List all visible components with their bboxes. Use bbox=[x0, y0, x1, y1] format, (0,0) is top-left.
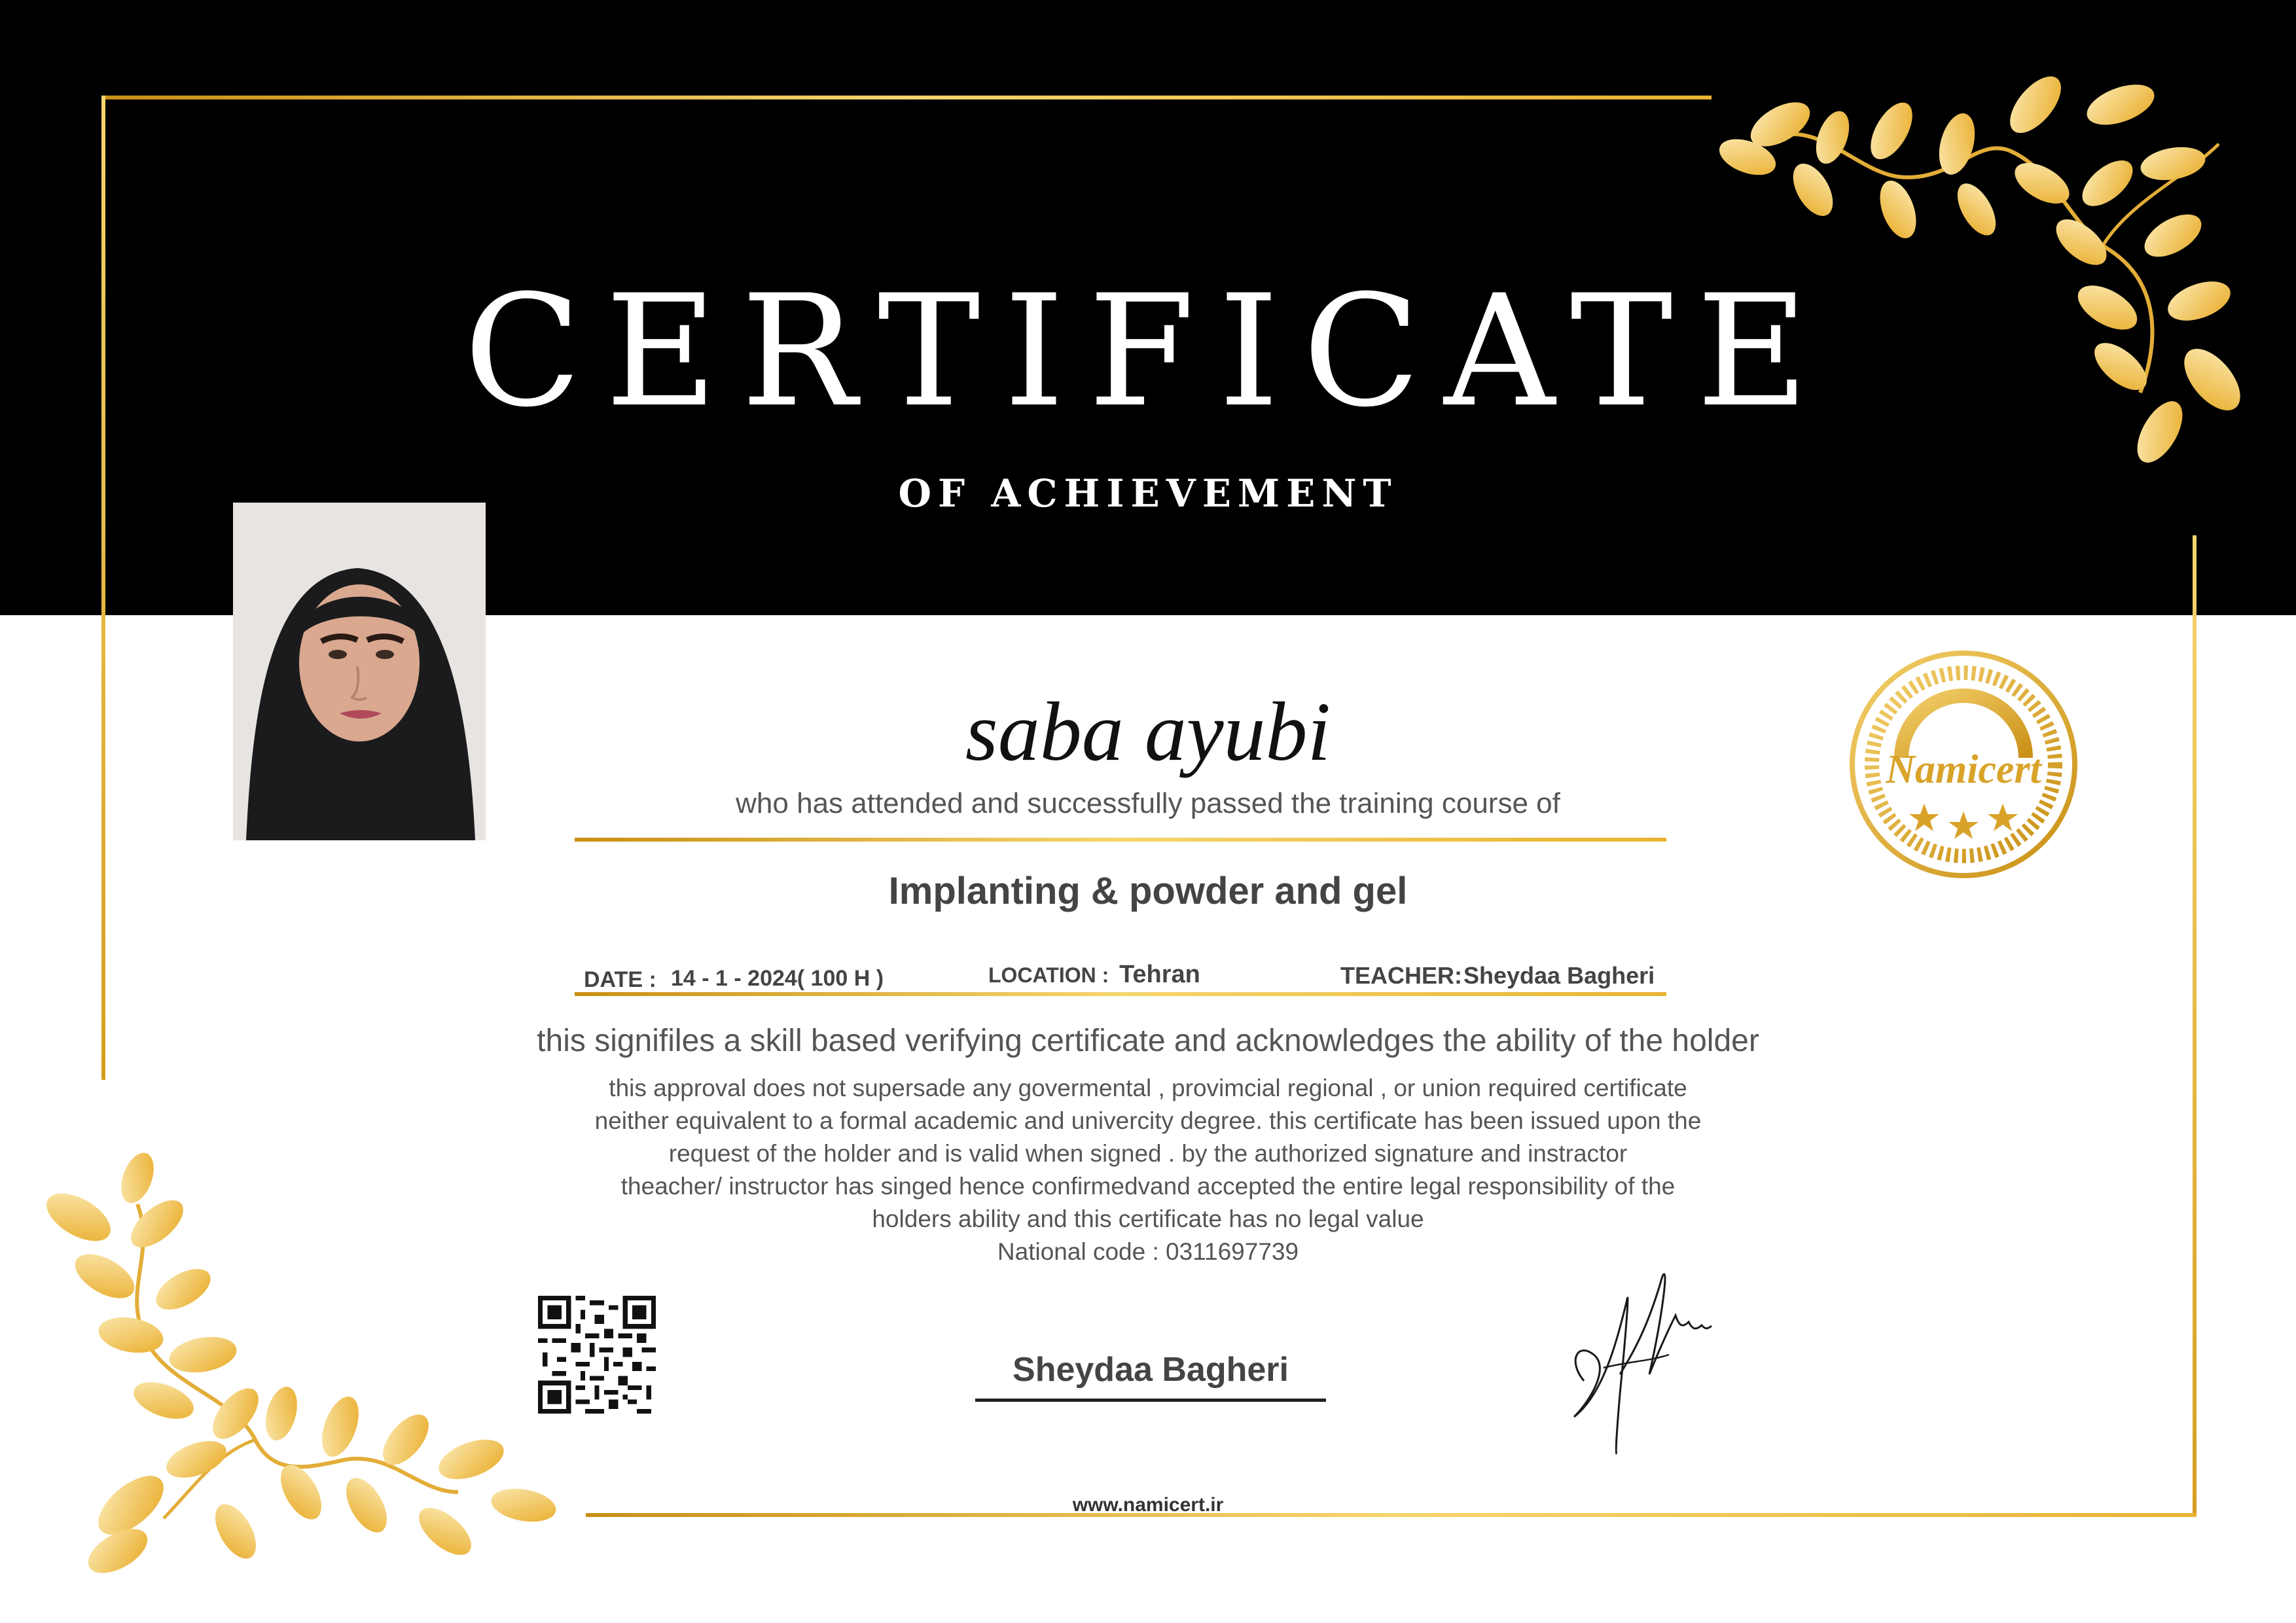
gold-leaf-branch-icon bbox=[1702, 52, 2265, 510]
frame-top-line bbox=[101, 96, 1712, 99]
date-label: DATE : bbox=[584, 967, 656, 992]
course-name: Implanting & powder and gel bbox=[888, 870, 1408, 912]
disclaimer-line: neither equivalent to a formal academic and univercity degree. this certificate has been issued upon the bbox=[594, 1107, 1702, 1134]
location-value: Tehran bbox=[1119, 961, 1200, 988]
certificate-title: CERTIFICATE bbox=[463, 262, 1833, 441]
attended-underline bbox=[575, 838, 1666, 842]
legal-disclaimer bbox=[563, 1072, 1733, 1268]
signifies-line: this signifiles a skill based verifying certificate and acknowledges the ability of the holder bbox=[537, 1024, 1759, 1058]
disclaimer-line: holders ability and this certificate has no legal value bbox=[872, 1205, 1424, 1232]
date-value: 14 - 1 - 2024( 100 H ) bbox=[671, 966, 884, 991]
disclaimer-line: theacher/ instructor has singed hence confirmedvand accepted the entire legal responsibility of the bbox=[620, 1173, 1676, 1200]
disclaimer-line: request of the holder and is valid when signed . by the authorized signature and instractor bbox=[668, 1140, 1628, 1167]
teacher-value: Sheydaa Bagheri bbox=[1463, 962, 1655, 989]
disclaimer-line: this approval does not supersade any govermental , provimcial regional , or union required certificate bbox=[609, 1075, 1687, 1101]
handwritten-signature-icon bbox=[1564, 1263, 1715, 1459]
signer-underline bbox=[975, 1399, 1326, 1402]
meta-underline bbox=[575, 992, 1666, 996]
attended-line: who has attended and successfully passed the training course of bbox=[736, 787, 1560, 819]
frame-left-line bbox=[101, 96, 105, 1080]
national-code: National code : 0311697739 bbox=[997, 1238, 1299, 1265]
signer-name: Sheydaa Bagheri bbox=[1013, 1351, 1289, 1389]
gold-leaf-branch-icon bbox=[39, 1152, 563, 1584]
seal-text: Namicert bbox=[1886, 747, 2041, 792]
website-link[interactable]: www.namicert.ir bbox=[1072, 1494, 1224, 1516]
certificate-subtitle: OF ACHIEVEMENT bbox=[898, 471, 1398, 516]
teacher-label: TEACHER: bbox=[1340, 962, 1462, 989]
location-label: LOCATION : bbox=[988, 963, 1109, 987]
recipient-name: saba ayubi bbox=[965, 685, 1331, 778]
